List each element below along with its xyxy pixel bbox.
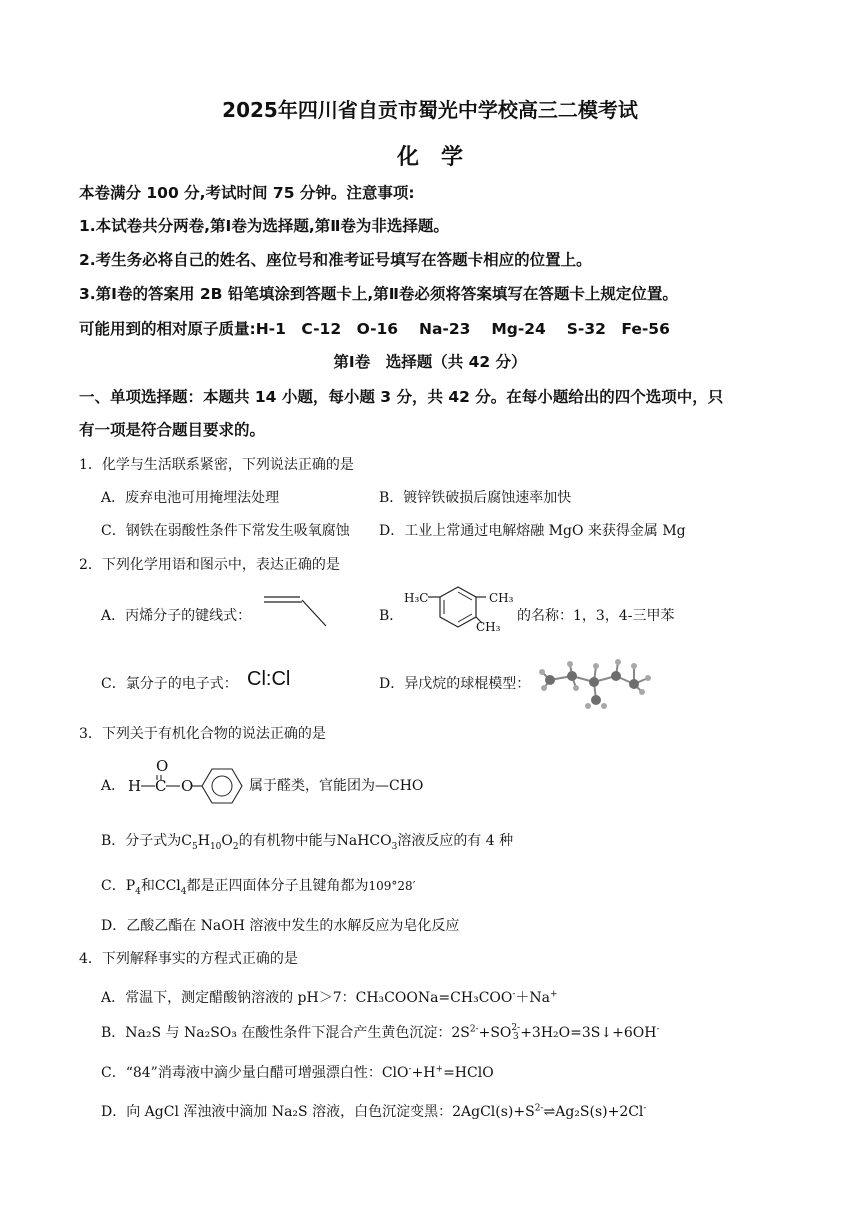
- q3-option-a: A．: [101, 778, 126, 794]
- q1-option-b: B．镀锌铁破损后腐蚀速率加快: [379, 490, 572, 506]
- section-title: 第Ⅰ卷 选择题（共 42 分）: [333, 353, 527, 371]
- q4-d-equilibrium-arrow: ⇌: [543, 1104, 556, 1120]
- q3-option-b: [101, 830, 513, 852]
- formate-h: H: [128, 777, 142, 795]
- q4-b-part1: B．Na₂S 与 Na₂SO₃ 在酸性条件下混合产生黄色沉淀：2S: [101, 1025, 470, 1041]
- q3-b-sub3: 2: [232, 841, 239, 852]
- formate-ester-o: O: [181, 777, 194, 795]
- q3-c-part3: 都是正四面体分子且键角都为: [186, 878, 369, 894]
- chlorine-electron-formula: Cl:Cl: [247, 668, 291, 690]
- q4-d-sup1: 2-: [534, 1103, 544, 1114]
- q2-option-c: C．氯分子的电子式：: [101, 676, 238, 692]
- q4-b-sup3: -: [656, 1024, 660, 1035]
- q1-stem: 1．化学与生活联系紧密，下列说法正确的是: [79, 457, 354, 473]
- q3-b-sub1: 5: [192, 841, 198, 852]
- q3-b-part5: 溶液反应的有 4 种: [397, 833, 514, 849]
- exam-title: 2025年四川省自贡市蜀光中学校高三二模考试: [222, 98, 638, 122]
- q4-option-a: [101, 987, 558, 1007]
- q2-option-a: A．丙烯分子的键线式：: [101, 608, 252, 624]
- q3-b-sub4: 3: [391, 841, 398, 852]
- q4-a-sup2: +: [550, 989, 558, 1000]
- atomic-masses: 可能用到的相对原子质量:H-1 C-12 O-16 Na-23 Mg-24 S-32 Fe-56: [79, 320, 670, 338]
- q3-b-sub2: 10: [209, 841, 222, 852]
- q3-option-a-text: 属于醛类，官能团为—CHO: [249, 778, 424, 794]
- q4-b-sulfite-charge: [511, 1024, 520, 1042]
- q4-stem: 4．下列解释事实的方程式正确的是: [79, 951, 298, 967]
- note-3: 3.第Ⅰ卷的答案用 2B 铅笔填涂到答题卡上,第Ⅱ卷必须将答案填写在答题卡上规定位置。: [79, 285, 678, 303]
- q2-option-d: D．异戊烷的球棍模型：: [379, 676, 531, 692]
- q3-b-part1: B．分子式为C: [101, 833, 192, 849]
- q4-c-sup2: +: [435, 1064, 444, 1075]
- q4-option-b: [101, 1022, 659, 1042]
- q1-option-c: C．钢铁在弱酸性条件下常发生吸氧腐蚀: [101, 523, 350, 539]
- q2-option-b: B．: [379, 608, 404, 624]
- q4-a-part2: ＋Na: [515, 990, 551, 1006]
- q2-stem: 2．下列化学用语和图示中，表达正确的是: [79, 557, 340, 573]
- q4-c-part1: C．“84”消毒液中滴少量白醋可增强漂白性：ClO: [101, 1065, 409, 1081]
- q3-c-part1: C．P: [101, 878, 136, 894]
- section-instruction-cont: 有一项是符合题目要求的。: [79, 421, 266, 439]
- notes-intro: 本卷满分 100 分,考试时间 75 分钟。注意事项:: [79, 184, 415, 202]
- note-2: 2.考生务必将自己的姓名、座位号和准考证号填写在答题卡相应的位置上。: [79, 251, 592, 269]
- q4-c-sup1: -: [408, 1064, 412, 1075]
- phenyl-formate-structure: [138, 765, 248, 811]
- section-instruction: 一、单项选择题：本题共 14 小题，每小题 3 分，共 42 分。在每小题给出的四个选项中，只: [79, 388, 724, 406]
- q4-a-sup1: -: [512, 989, 516, 1000]
- q3-c-part2: 和CCl: [140, 878, 181, 894]
- propene-skeletal-formula: [262, 594, 332, 630]
- q3-c-sub1: 4: [135, 886, 141, 897]
- q4-d-sup2: -: [643, 1103, 647, 1114]
- q2-option-b-name: 的名称：1，3，4-三甲苯: [517, 608, 675, 624]
- q3-b-part4: 的有机物中能与NaHCO: [238, 833, 392, 849]
- q3-option-d: D．乙酸乙酯在 NaOH 溶液中发生的水解反应为皂化反应: [101, 918, 460, 934]
- q4-b-sup2: 2-: [511, 1023, 521, 1033]
- q3-c-sub2: 4: [180, 886, 187, 897]
- q4-d-part2: Ag₂S(s)+2Cl: [555, 1104, 644, 1120]
- q4-c-part2: +H: [411, 1065, 436, 1081]
- note-1: 1.本试卷共分两卷,第Ⅰ卷为选择题,第Ⅱ卷为非选择题。: [79, 217, 449, 235]
- q4-b-part3: +3H₂O=3S↓+6OH: [520, 1025, 657, 1041]
- q4-b-part2: +SO: [478, 1025, 512, 1041]
- trimethylbenzene-ch3-bottom: CH₃: [476, 620, 501, 634]
- trimethylbenzene-ch3-top: CH₃: [489, 591, 514, 605]
- q3-b-part3: O: [221, 833, 233, 849]
- q1-option-d: D．工业上常通过电解熔融 MgO 来获得金属 Mg: [379, 523, 686, 539]
- formate-c: C: [155, 777, 167, 795]
- subject-title: 化学: [396, 145, 485, 170]
- q3-b-part2: H: [197, 833, 210, 849]
- q4-a-part1: A．常温下，测定醋酸钠溶液的 pH＞7：CH₃COONa=CH₃COO: [101, 990, 513, 1006]
- q4-c-part3: =HClO: [443, 1065, 494, 1081]
- q3-stem: 3．下列关于有机化合物的说法正确的是: [79, 726, 326, 742]
- isopentane-ball-stick-model: [538, 656, 660, 710]
- trimethylbenzene-h3c: H₃C: [404, 591, 429, 605]
- q4-option-c: [101, 1062, 494, 1082]
- q4-b-sup1: 2-: [469, 1024, 479, 1035]
- q3-c-angle: 109°28′: [368, 879, 416, 893]
- q4-option-d: [101, 1101, 646, 1121]
- q1-option-a: A．废弃电池可用掩埋法处理: [101, 490, 280, 506]
- q3-option-c: [101, 875, 415, 897]
- formate-carbonyl-o: O: [156, 757, 169, 775]
- q4-d-part1: D．向 AgCl 浑浊液中滴加 Na₂S 溶液，白色沉淀变黑：2AgCl(s)+S: [101, 1104, 535, 1120]
- q4-b-sub2: 3: [512, 1032, 519, 1042]
